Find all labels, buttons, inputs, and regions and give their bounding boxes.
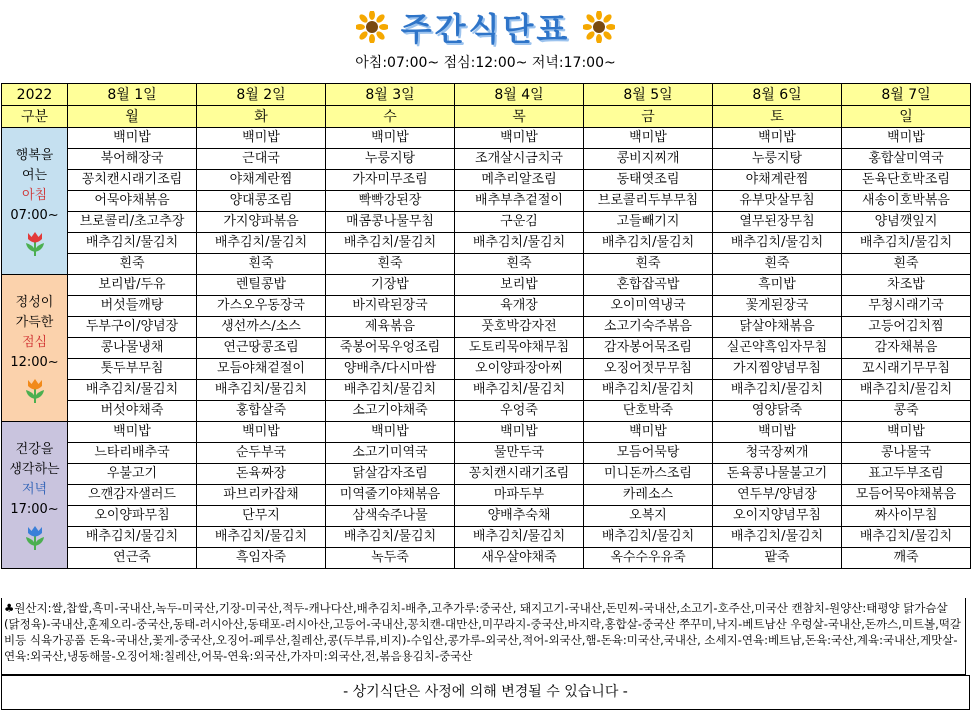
menu-item: 우불고기: [68, 464, 197, 485]
menu-item: 유부맛살무침: [713, 191, 842, 212]
meal-label-line: 건강을: [15, 442, 54, 457]
menu-item: 모듬어묵탕: [584, 443, 713, 464]
menu-item: 꼬시래기무무침: [842, 359, 971, 380]
menu-item: 백미밥: [197, 128, 326, 149]
menu-item: 죽봉어묵우엉조림: [326, 338, 455, 359]
menu-item: 가지양파볶음: [197, 212, 326, 233]
menu-item: 열무된장무침: [713, 212, 842, 233]
weekday-header: 목: [455, 106, 584, 128]
menu-item: 순두부국: [197, 443, 326, 464]
menu-item: 매콤콩나물무침: [326, 212, 455, 233]
menu-item: 홍합살미역국: [842, 149, 971, 170]
menu-item: 깨죽: [842, 548, 971, 569]
menu-item: 감자채볶음: [842, 338, 971, 359]
date-header: 8월 4일: [455, 84, 584, 106]
menu-item: 구운김: [455, 212, 584, 233]
menu-item: 오복지: [584, 506, 713, 527]
menu-item: 배추김치/물김치: [713, 233, 842, 254]
menu-item: 렌틸콩밥: [197, 275, 326, 296]
sunflower-icon: [356, 11, 388, 43]
menu-item: 근대국: [197, 149, 326, 170]
menu-item: 단호박죽: [584, 401, 713, 422]
menu-item: 소고기야채죽: [326, 401, 455, 422]
menu-row: [2, 128, 971, 149]
category-label: 구분: [2, 106, 68, 128]
meal-label-line: 생각하는: [9, 462, 60, 477]
menu-row: [2, 296, 971, 317]
menu-item: 으깬감자샐러드: [68, 485, 197, 506]
menu-item: 육개장: [455, 296, 584, 317]
menu-row: [2, 548, 971, 569]
weekday-header: 수: [326, 106, 455, 128]
meal-label-cell: [2, 422, 68, 569]
menu-item: 누룽지탕: [326, 149, 455, 170]
menu-item: 오징어젓무무침: [584, 359, 713, 380]
weekday-header: 토: [713, 106, 842, 128]
date-header: 8월 2일: [197, 84, 326, 106]
menu-item: 감자봉어묵조림: [584, 338, 713, 359]
menu-item: 야채계란찜: [197, 170, 326, 191]
menu-item: 흰죽: [455, 254, 584, 275]
menu-item: 배추김치/물김치: [197, 233, 326, 254]
menu-row: [2, 485, 971, 506]
menu-item: 연근죽: [68, 548, 197, 569]
menu-item: 양대콩조림: [197, 191, 326, 212]
menu-row: [2, 317, 971, 338]
menu-item: 닭살야채볶음: [713, 317, 842, 338]
menu-item: 배추김치/물김치: [842, 527, 971, 548]
menu-item: 풋호박감자전: [455, 317, 584, 338]
menu-item: 배추김치/물김치: [326, 380, 455, 401]
page-header: [0, 0, 971, 82]
menu-item: 물만두국: [455, 443, 584, 464]
menu-item: 꽁치캔시래기조림: [68, 170, 197, 191]
menu-item: 소고기숙주볶음: [584, 317, 713, 338]
menu-item: 배추김치/물김치: [326, 233, 455, 254]
menu-item: 삼색숙주나물: [326, 506, 455, 527]
menu-item: 백미밥: [713, 128, 842, 149]
menu-item: 짜사이무침: [842, 506, 971, 527]
menu-item: 야채계란찜: [713, 170, 842, 191]
menu-item: 오이지양념무침: [713, 506, 842, 527]
title-bar: [0, 4, 971, 50]
menu-item: 배추김치/물김치: [326, 527, 455, 548]
meal-label-line: 행복을: [15, 148, 54, 163]
menu-item: 배추김치/물김치: [842, 233, 971, 254]
menu-row: [2, 170, 971, 191]
menu-item: 백미밥: [713, 422, 842, 443]
menu-item: 동태엿조림: [584, 170, 713, 191]
menu-item: 보리밥: [455, 275, 584, 296]
menu-item: 연근땅콩조림: [197, 338, 326, 359]
meal-label-cell: [2, 275, 68, 422]
menu-row: [2, 275, 971, 296]
date-header: 8월 3일: [326, 84, 455, 106]
menu-item: 녹두죽: [326, 548, 455, 569]
page-title: 주간식단표: [400, 10, 571, 48]
menu-item: 무청시래기국: [842, 296, 971, 317]
menu-item: 모듬어묵야채볶음: [842, 485, 971, 506]
menu-item: 흰죽: [842, 254, 971, 275]
menu-item: 영양닭죽: [713, 401, 842, 422]
sunflower-icon: [583, 11, 615, 43]
menu-item: 배추김치/물김치: [68, 380, 197, 401]
menu-item: 돈육짜장: [197, 464, 326, 485]
meal-time: 12:00~: [10, 355, 59, 370]
menu-item: 양배추숙채: [455, 506, 584, 527]
menu-item: 단무지: [197, 506, 326, 527]
menu-item: 가스오우동장국: [197, 296, 326, 317]
year-cell: 2022: [2, 84, 68, 106]
menu-item: 표고두부조림: [842, 464, 971, 485]
menu-item: 제육볶음: [326, 317, 455, 338]
menu-row: [2, 506, 971, 527]
menu-item: 두부구이/양념장: [68, 317, 197, 338]
menu-item: 브로콜리두부무침: [584, 191, 713, 212]
menu-item: 배추부추겉절이: [455, 191, 584, 212]
meal-label-line: 여는: [21, 168, 48, 183]
menu-item: 북어해장국: [68, 149, 197, 170]
menu-item: 버섯들깨탕: [68, 296, 197, 317]
menu-item: 톳두부무침: [68, 359, 197, 380]
menu-row: [2, 212, 971, 233]
menu-item: 배추김치/물김치: [584, 527, 713, 548]
menu-row: [2, 464, 971, 485]
menu-row: [2, 254, 971, 275]
menu-item: 백미밥: [68, 128, 197, 149]
menu-item: 누룽지탕: [713, 149, 842, 170]
menu-item: 생선까스/소스: [197, 317, 326, 338]
menu-item: 백미밥: [455, 422, 584, 443]
menu-row: [2, 422, 971, 443]
menu-item: 오이양파무침: [68, 506, 197, 527]
menu-item: 꽃게된장국: [713, 296, 842, 317]
menu-row: [2, 359, 971, 380]
menu-item: 양배추/다시마쌈: [326, 359, 455, 380]
menu-item: 배추김치/물김치: [713, 380, 842, 401]
menu-item: 백미밥: [455, 128, 584, 149]
menu-row: [2, 401, 971, 422]
origin-note: ♣원산지:쌀,찹쌀,흑미-국내산,녹두-미국산,기장-미국산,적두-캐나다산,배추김치-배추,고추가루:중국산, 돼지고기-국내산,돈민찌-국내산,소고기-호주산,미국산 캔참치-원양산:태평양 닭가슴살(닭정육)-국내산,훈제오리-중국산,동태-러시아산,동태포-러시아산,고등어-국내산,꽁치캔-대만산,미꾸라지-중국산,바지락,홍합살-중국산 쭈꾸미,낙지-베트남산 우렁살-국내산,돈까스,미트볼,떡갈비등 식육가공품 돈육-국내산,꽃게-중국산,오징어-페루산,칠레산,콩(두부류,비지)-수입산,콩가루-외국산,적어-외국산,햄-돈육:미국산,국내산, 소세지-연육:베트남,돈육:국산,계육:국내산,게맛살-연육:외국산,냉동해물-오징어채:칠레산,어묵-연육:외국산,가자미:외국산,전,볶음용김치-중국산: [1, 598, 966, 675]
menu-item: 닭살감자조림: [326, 464, 455, 485]
menu-item: 카레소스: [584, 485, 713, 506]
menu-item: 백미밥: [842, 422, 971, 443]
menu-item: 돈육단호박조림: [842, 170, 971, 191]
menu-item: 콩나물냉채: [68, 338, 197, 359]
menu-item: 느타리배추국: [68, 443, 197, 464]
menu-item: 팥죽: [713, 548, 842, 569]
date-header-row: [2, 84, 971, 106]
menu-item: 어묵야채볶음: [68, 191, 197, 212]
menu-item: 미역줄기야채볶음: [326, 485, 455, 506]
menu-item: 혼합잡곡밥: [584, 275, 713, 296]
menu-item: 콩나물국: [842, 443, 971, 464]
menu-item: 콩죽: [842, 401, 971, 422]
menu-item: 도토리묵야채무침: [455, 338, 584, 359]
menu-item: 흰죽: [713, 254, 842, 275]
date-header: 8월 6일: [713, 84, 842, 106]
menu-row: [2, 380, 971, 401]
meal-name: 저녁: [21, 482, 48, 497]
menu-row: [2, 527, 971, 548]
menu-item: 흑임자죽: [197, 548, 326, 569]
menu-item: 모듬야채겉절이: [197, 359, 326, 380]
menu-item: 오이미역냉국: [584, 296, 713, 317]
date-header: 8월 7일: [842, 84, 971, 106]
menu-row: [2, 443, 971, 464]
weekly-menu-table: [1, 83, 971, 569]
menu-item: 소고기미역국: [326, 443, 455, 464]
menu-item: 보리밥/두유: [68, 275, 197, 296]
menu-item: 배추김치/물김치: [842, 380, 971, 401]
menu-item: 연두부/양념장: [713, 485, 842, 506]
date-header: 8월 1일: [68, 84, 197, 106]
menu-item: 새송이호박볶음: [842, 191, 971, 212]
menu-item: 돈육콩나물불고기: [713, 464, 842, 485]
menu-item: 바지락된장국: [326, 296, 455, 317]
menu-item: 백미밥: [197, 422, 326, 443]
weekday-header-row: [2, 106, 971, 128]
meal-name: 점심: [21, 335, 48, 350]
menu-item: 차조밥: [842, 275, 971, 296]
menu-item: 배추김치/물김치: [68, 233, 197, 254]
menu-item: 오이양파장아찌: [455, 359, 584, 380]
menu-item: 배추김치/물김치: [584, 380, 713, 401]
menu-item: 배추김치/물김치: [68, 527, 197, 548]
menu-item: 브로콜리/초고추장: [68, 212, 197, 233]
menu-item: 청국장찌개: [713, 443, 842, 464]
menu-item: 배추김치/물김치: [455, 527, 584, 548]
menu-item: 가자미무조림: [326, 170, 455, 191]
weekday-header: 일: [842, 106, 971, 128]
menu-item: 미니돈까스조림: [584, 464, 713, 485]
menu-item: 우엉죽: [455, 401, 584, 422]
tulip-blue-icon: [22, 524, 48, 550]
meal-times: 아침:07:00~ 점심:12:00~ 저녁:17:00~: [355, 55, 616, 71]
meal-label-line: 정성이: [15, 295, 54, 310]
menu-item: 배추김치/물김치: [197, 380, 326, 401]
menu-item: 메추리알조림: [455, 170, 584, 191]
tulip-orange-icon: [22, 377, 48, 403]
meal-time: 07:00~: [10, 208, 59, 223]
menu-row: [2, 149, 971, 170]
menu-item: 배추김치/물김치: [713, 527, 842, 548]
menu-item: 백미밥: [584, 422, 713, 443]
weekday-header: 화: [197, 106, 326, 128]
menu-item: 가지찜양념무침: [713, 359, 842, 380]
menu-item: 배추김치/물김치: [197, 527, 326, 548]
menu-item: 고들빼기지: [584, 212, 713, 233]
menu-item: 흑미밥: [713, 275, 842, 296]
date-header: 8월 5일: [584, 84, 713, 106]
menu-item: 버섯야채죽: [68, 401, 197, 422]
menu-item: 흰죽: [197, 254, 326, 275]
menu-item: 흰죽: [584, 254, 713, 275]
menu-item: 백미밥: [68, 422, 197, 443]
menu-item: 파브리카잡채: [197, 485, 326, 506]
menu-item: 조개살시금치국: [455, 149, 584, 170]
menu-item: 배추김치/물김치: [455, 380, 584, 401]
menu-item: 백미밥: [842, 128, 971, 149]
menu-item: 백미밥: [326, 422, 455, 443]
meal-label-line: 가득한: [15, 315, 54, 330]
menu-item: 기장밥: [326, 275, 455, 296]
menu-row: [2, 191, 971, 212]
menu-item: 마파두부: [455, 485, 584, 506]
weekday-header: 금: [584, 106, 713, 128]
menu-item: 콩비지찌개: [584, 149, 713, 170]
meal-name: 아침: [21, 188, 48, 203]
menu-item: 흰죽: [68, 254, 197, 275]
menu-item: 꽁치캔시래기조림: [455, 464, 584, 485]
menu-item: 빡빡강된장: [326, 191, 455, 212]
menu-item: 백미밥: [584, 128, 713, 149]
menu-item: 홍합살죽: [197, 401, 326, 422]
menu-item: 옥수수우유죽: [584, 548, 713, 569]
meal-label-cell: [2, 128, 68, 275]
menu-row: [2, 338, 971, 359]
menu-item: 흰죽: [326, 254, 455, 275]
weekday-header: 월: [68, 106, 197, 128]
menu-item: 고등어김치찜: [842, 317, 971, 338]
tulip-red-icon: [22, 230, 48, 256]
menu-item: 배추김치/물김치: [584, 233, 713, 254]
footer-note: - 상기식단은 사정에 의해 변경될 수 있습니다 -: [1, 675, 970, 710]
menu-item: 배추김치/물김치: [455, 233, 584, 254]
menu-item: 백미밥: [326, 128, 455, 149]
meal-time: 17:00~: [10, 502, 59, 517]
menu-item: 양념깻잎지: [842, 212, 971, 233]
menu-item: 실곤약흑임자무침: [713, 338, 842, 359]
menu-item: 새우살야채죽: [455, 548, 584, 569]
menu-row: [2, 233, 971, 254]
